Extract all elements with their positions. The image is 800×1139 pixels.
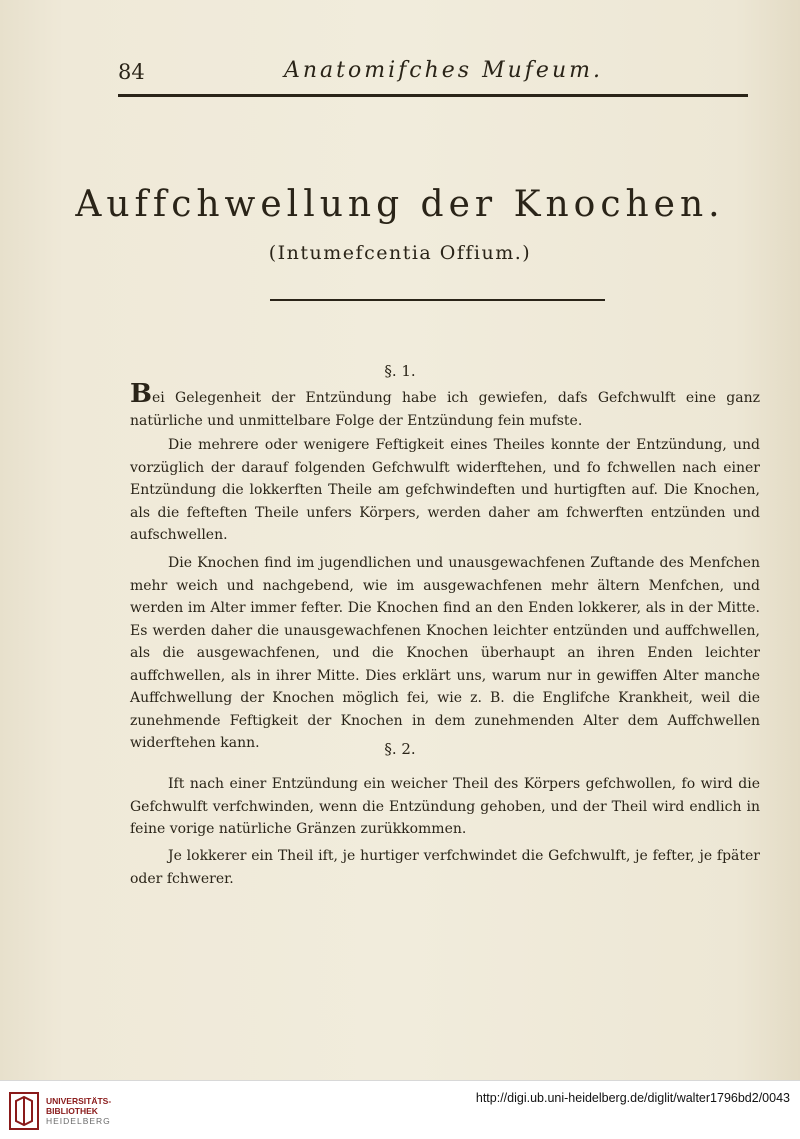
paragraph [130,379,760,432]
paragraph: Je lokkerer ein Theil ift, je hurtiger verfchwindet die Gefchwulft, je fefter, je fpäter oder fchwerer. [130,848,760,887]
logo-line: UNIVERSITÄTS- [46,1096,112,1106]
paragraph: Die Knochen find im jugendlichen und unausgewachfenen Zuftande des Menfchen mehr weich und nachgebend, wie im ausgewachfenen mehr ältern Menfchen, und werden im Alter immer fefter. Die Knochen find an den Enden lokkerer, als in der Mitte. Es werden daher die unausgewachfenen Knochen leichter entzünden und auffchwellen, als die ausgewachfenen, und die Knochen überhaupt an ihren Enden leichter auffchwellen, als in ihrer Mitte. Dies erklärt uns, warum nur in gewiffen Alter manche Auffchwellung der Knochen möglich fei, wie z. B. die Englifche Krankheit, weil die zunehmende Feftigkeit der Knochen in dem zunehmenden Alter dem Auffchwellen widerftehen kann. [130,555,760,751]
library-logo-text [46,1096,111,1126]
paragraph: Die mehrere oder wenigere Feftigkeit eines Theiles konnte der Entzündung, und vorzüglich der darauf folgenden Gefchwulft widerftehen, und fo fchwellen nach einer Entzündung die lokkerften Theile am gefchwindeften und hurtigften auf. Die Knochen, als die fefteften Theile unfers Körpers, werden daher am fchwerften entzünden und aufschwellen. [130,437,760,543]
title-rule [270,299,605,301]
logo-line: HEIDELBERG [46,1116,111,1126]
logo-line: BIBLIOTHEK [46,1106,98,1116]
running-title: Anatomifches Mufeum. [284,58,603,83]
chapter-subtitle: (Intumefcentia Offium.) [268,242,532,264]
chapter-title: Auffchwellung der Knochen. [75,184,725,225]
header-rule [118,94,748,97]
section-mark: §. 2. [384,740,416,758]
source-url-link[interactable]: http://digi.ub.uni-heidelberg.de/diglit/walter1796bd2/0043 [475,1091,790,1105]
paragraph-text: ei Gelegenheit der Entzündung habe ich gewiefen, dafs Gefchwulft eine ganz natürliche und unmittelbare Folge der Entzündung fein mufste. [130,390,760,429]
paragraph: Ift nach einer Entzündung ein weicher Theil des Körpers gefchwollen, fo wird die Gefchwulft verfchwinden, wenn die Entzündung gehoben, und der Theil wird endlich in feine vorige natürliche Gränzen zurükkommen. [130,776,760,837]
drop-cap: B [130,379,152,409]
running-head [0,56,800,86]
page-number: 84 [118,60,145,84]
section-mark: §. 1. [384,362,416,380]
viewer-footer [0,1080,800,1139]
library-logo-icon [8,1091,40,1131]
